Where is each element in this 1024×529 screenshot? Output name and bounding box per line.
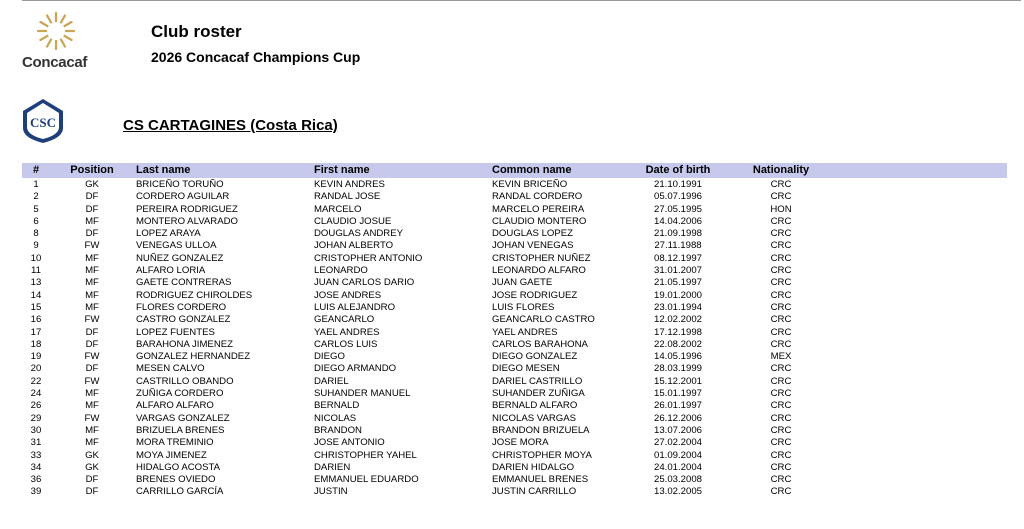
- cell-nationality: CRC: [770, 314, 792, 326]
- cell-position: MF: [85, 265, 99, 277]
- cell-common-name: KEVIN BRICEÑO: [492, 179, 568, 190]
- col-number: #: [32, 164, 40, 176]
- cell-last-name: CORDERO AGUILAR: [136, 191, 230, 203]
- cell-position: MF: [85, 277, 99, 289]
- cell-common-name: DIEGO GONZALEZ: [492, 351, 578, 363]
- cell-first-name: YAEL ANDRES: [314, 326, 380, 338]
- cell-nationality: CRC: [770, 228, 792, 240]
- cell-position: GK: [85, 461, 99, 473]
- cell-first-name: CLAUDIO JOSUE: [314, 215, 392, 227]
- cell-first-name: LUIS ALEJANDRO: [314, 301, 396, 313]
- cell-nationality: CRC: [770, 191, 792, 203]
- cell-common-name: MARCELO PEREIRA: [492, 203, 585, 215]
- table-row: [22, 474, 1007, 486]
- cell-number: 2: [33, 191, 39, 203]
- cell-common-name: CRISTOPHER NUÑEZ: [492, 252, 591, 264]
- cell-nationality: CRC: [770, 240, 792, 252]
- cell-common-name: CLAUDIO MONTERO: [492, 215, 587, 227]
- cell-common-name: CHRISTOPHER MOYA: [492, 449, 592, 461]
- cell-date-of-birth: 21.09.1998: [653, 228, 702, 240]
- cell-last-name: NUÑEZ GONZALEZ: [136, 252, 224, 264]
- cell-date-of-birth: 22.08.2002: [653, 338, 702, 350]
- cell-date-of-birth: 15.12.2001: [653, 375, 702, 387]
- cell-nationality: CRC: [770, 215, 792, 227]
- cell-first-name: SUHANDER MANUEL: [314, 388, 411, 400]
- concacaf-logo-icon: [34, 10, 78, 52]
- cell-last-name: MORA TREMINIO: [136, 437, 214, 449]
- cell-first-name: JOSE ANTONIO: [314, 437, 385, 449]
- competition-subtitle: 2026 Concacaf Champions Cup: [151, 49, 361, 65]
- cell-nationality: MEX: [770, 351, 792, 363]
- col-common-name: Common name: [492, 164, 572, 176]
- cell-position: DF: [85, 363, 99, 375]
- cell-first-name: EMMANUEL EDUARDO: [314, 474, 419, 486]
- club-crest-monogram: CSC: [29, 115, 57, 130]
- cell-common-name: SUHANDER ZUÑIGA: [492, 388, 585, 400]
- cell-position: MF: [85, 437, 99, 449]
- cell-number: 36: [30, 474, 42, 486]
- cell-common-name: RANDAL CORDERO: [492, 191, 583, 203]
- cell-first-name: JOSE ANDRES: [314, 289, 382, 301]
- table-row: [22, 363, 1007, 375]
- cell-nationality: CRC: [770, 424, 792, 436]
- cell-date-of-birth: 17.12.1998: [653, 326, 702, 338]
- cell-number: 9: [33, 240, 39, 252]
- cell-common-name: CARLOS BARAHONA: [492, 338, 588, 350]
- cell-common-name: JUAN GAETE: [492, 277, 553, 289]
- cell-position: MF: [85, 301, 99, 313]
- cell-number: 8: [33, 228, 39, 240]
- cell-last-name: ALFARO LORIA: [136, 265, 206, 277]
- cell-position: FW: [84, 240, 100, 252]
- cell-common-name: NICOLAS VARGAS: [492, 412, 577, 424]
- cell-common-name: EMMANUEL BRENES: [492, 474, 589, 486]
- cell-last-name: CASTRILLO OBANDO: [136, 375, 234, 387]
- cell-nationality: CRC: [770, 486, 792, 498]
- table-row: [22, 265, 1007, 277]
- cell-last-name: MESEN CALVO: [136, 363, 205, 375]
- cell-date-of-birth: 13.02.2005: [653, 486, 702, 498]
- cell-date-of-birth: 23.01.1994: [653, 301, 702, 313]
- table-row: [22, 314, 1007, 326]
- cell-number: 14: [30, 289, 42, 301]
- table-row: [22, 179, 1007, 191]
- col-first-name: First name: [314, 164, 370, 176]
- cell-number: 1: [33, 179, 39, 190]
- cell-last-name: FLORES CORDERO: [136, 301, 227, 313]
- cell-nationality: CRC: [770, 449, 792, 461]
- cell-number: 13: [30, 277, 42, 289]
- cell-first-name: LEONARDO: [314, 265, 368, 277]
- cell-first-name: CRISTOPHER ANTONIO: [314, 252, 423, 264]
- cell-date-of-birth: 12.02.2002: [653, 314, 702, 326]
- cell-position: GK: [85, 179, 99, 190]
- cell-position: DF: [85, 474, 99, 486]
- cell-number: 39: [30, 486, 42, 498]
- table-row: [22, 277, 1007, 289]
- cell-nationality: CRC: [770, 301, 792, 313]
- table-row: [22, 437, 1007, 449]
- cell-position: MF: [85, 289, 99, 301]
- cell-last-name: BRIZUELA BRENES: [136, 424, 225, 436]
- concacaf-wordmark: Concacaf: [22, 54, 88, 71]
- cell-first-name: RANDAL JOSE: [314, 191, 381, 203]
- cell-date-of-birth: 26.01.1997: [653, 400, 702, 412]
- cell-position: MF: [85, 424, 99, 436]
- col-nationality: Nationality: [752, 164, 810, 176]
- cell-first-name: DIEGO ARMANDO: [314, 363, 397, 375]
- cell-date-of-birth: 24.01.2004: [653, 461, 702, 473]
- concacaf-logo: [18, 8, 94, 72]
- cell-number: 22: [30, 375, 42, 387]
- cell-common-name: JOSE RODRIGUEZ: [492, 289, 578, 301]
- cell-nationality: HON: [770, 203, 792, 215]
- cell-first-name: BERNALD: [314, 400, 360, 412]
- cell-last-name: RODRIGUEZ CHIROLDES: [136, 289, 253, 301]
- roster-table: [22, 179, 1007, 499]
- cell-number: 34: [30, 461, 42, 473]
- cell-date-of-birth: 31.01.2007: [653, 265, 702, 277]
- cell-first-name: JUAN CARLOS DARIO: [314, 277, 415, 289]
- cell-nationality: CRC: [770, 461, 792, 473]
- cell-common-name: DOUGLAS LOPEZ: [492, 228, 574, 240]
- cell-nationality: CRC: [770, 363, 792, 375]
- table-row: [22, 413, 1007, 425]
- table-row: [22, 327, 1007, 339]
- cell-last-name: HIDALGO ACOSTA: [136, 461, 221, 473]
- cell-nationality: CRC: [770, 400, 792, 412]
- cell-date-of-birth: 28.03.1999: [653, 363, 702, 375]
- cell-last-name: PEREIRA RODRIGUEZ: [136, 203, 238, 215]
- table-row: [22, 253, 1007, 265]
- col-last-name: Last name: [136, 164, 191, 176]
- cell-common-name: LUIS FLORES: [492, 301, 555, 313]
- cell-last-name: CASTRO GONZALEZ: [136, 314, 231, 326]
- cell-nationality: CRC: [770, 388, 792, 400]
- cell-last-name: LOPEZ FUENTES: [136, 326, 215, 338]
- table-row: [22, 339, 1007, 351]
- cell-first-name: DARIEL: [314, 375, 349, 387]
- cell-last-name: BRENES OVIEDO: [136, 474, 216, 486]
- cell-nationality: CRC: [770, 437, 792, 449]
- cell-number: 19: [30, 351, 42, 363]
- cell-number: 20: [30, 363, 42, 375]
- cell-nationality: CRC: [770, 474, 792, 486]
- cell-date-of-birth: 27.02.2004: [653, 437, 702, 449]
- cell-first-name: JOHAN ALBERTO: [314, 240, 394, 252]
- cell-last-name: MONTERO ALVARADO: [136, 215, 238, 227]
- cell-first-name: DIEGO: [314, 351, 345, 363]
- col-position: Position: [70, 164, 114, 176]
- cell-common-name: BERNALD ALFARO: [492, 400, 578, 412]
- cell-date-of-birth: 14.04.2006: [653, 215, 702, 227]
- cell-position: DF: [85, 326, 99, 338]
- cell-last-name: BRICEÑO TORUÑO: [136, 179, 224, 190]
- table-row: [22, 425, 1007, 437]
- cell-date-of-birth: 15.01.1997: [653, 388, 702, 400]
- cell-date-of-birth: 14.05.1996: [653, 351, 702, 363]
- cell-common-name: LEONARDO ALFARO: [492, 265, 586, 277]
- cell-position: FW: [84, 351, 100, 363]
- cell-common-name: YAEL ANDRES: [492, 326, 558, 338]
- cell-last-name: LOPEZ ARAYA: [136, 228, 201, 240]
- cell-date-of-birth: 19.01.2000: [653, 289, 702, 301]
- cell-nationality: CRC: [770, 412, 792, 424]
- cell-first-name: NICOLAS: [314, 412, 357, 424]
- club-crest-icon: [21, 98, 65, 144]
- cell-position: FW: [84, 314, 100, 326]
- cell-date-of-birth: 26.12.2006: [653, 412, 702, 424]
- cell-number: 17: [30, 326, 42, 338]
- cell-nationality: CRC: [770, 277, 792, 289]
- cell-position: MF: [85, 215, 99, 227]
- cell-number: 24: [30, 388, 42, 400]
- table-row: [22, 400, 1007, 412]
- cell-common-name: GEANCARLO CASTRO: [492, 314, 595, 326]
- cell-date-of-birth: 25.03.2008: [653, 474, 702, 486]
- cell-first-name: CHRISTOPHER YAHEL: [314, 449, 417, 461]
- cell-common-name: DARIEN HIDALGO: [492, 461, 575, 473]
- table-row: [22, 228, 1007, 240]
- cell-last-name: GAETE CONTRERAS: [136, 277, 232, 289]
- cell-nationality: CRC: [770, 252, 792, 264]
- cell-position: MF: [85, 388, 99, 400]
- cell-last-name: GONZALEZ HERNANDEZ: [136, 351, 251, 363]
- cell-date-of-birth: 13.07.2006: [653, 424, 702, 436]
- col-date-of-birth: Date of birth: [645, 164, 711, 176]
- cell-number: 30: [30, 424, 42, 436]
- cell-last-name: CARRILLO GARCÍA: [136, 486, 224, 498]
- cell-position: FW: [84, 412, 100, 424]
- page-title: Club roster: [151, 22, 242, 41]
- table-row: [22, 450, 1007, 462]
- cell-last-name: ZUÑIGA CORDERO: [136, 388, 224, 400]
- cell-number: 16: [30, 314, 42, 326]
- table-row: [22, 204, 1007, 216]
- table-row: [22, 240, 1007, 252]
- cell-number: 6: [33, 215, 39, 227]
- cell-common-name: JOHAN VENEGAS: [492, 240, 574, 252]
- cell-last-name: VENEGAS ULLOA: [136, 240, 217, 252]
- cell-first-name: KEVIN ANDRES: [314, 179, 385, 190]
- cell-common-name: JOSE MORA: [492, 437, 549, 449]
- table-row: [22, 290, 1007, 302]
- cell-first-name: JUSTIN: [314, 486, 348, 498]
- cell-position: FW: [84, 375, 100, 387]
- cell-date-of-birth: 08.12.1997: [653, 252, 702, 264]
- top-rule: [22, 0, 1021, 1]
- cell-nationality: CRC: [770, 326, 792, 338]
- cell-date-of-birth: 05.07.1996: [653, 191, 702, 203]
- cell-first-name: BRANDON: [314, 424, 362, 436]
- cell-number: 18: [30, 338, 42, 350]
- cell-date-of-birth: 27.05.1995: [653, 203, 702, 215]
- cell-number: 5: [33, 203, 39, 215]
- cell-nationality: CRC: [770, 179, 792, 190]
- cell-position: MF: [85, 400, 99, 412]
- cell-common-name: DARIEL CASTRILLO: [492, 375, 583, 387]
- club-crest: [21, 98, 65, 149]
- cell-common-name: JUSTIN CARRILLO: [492, 486, 577, 498]
- cell-number: 33: [30, 449, 42, 461]
- cell-last-name: ALFARO ALFARO: [136, 400, 214, 412]
- cell-number: 11: [31, 265, 41, 277]
- table-row: [22, 351, 1007, 363]
- cell-common-name: DIEGO MESEN: [492, 363, 560, 375]
- cell-date-of-birth: 01.09.2004: [653, 449, 702, 461]
- cell-last-name: BARAHONA JIMENEZ: [136, 338, 234, 350]
- cell-position: DF: [85, 203, 99, 215]
- table-row: [22, 376, 1007, 388]
- cell-nationality: CRC: [770, 289, 792, 301]
- cell-position: DF: [85, 191, 99, 203]
- cell-number: 29: [30, 412, 42, 424]
- club-name: CS CARTAGINES (Costa Rica): [123, 117, 338, 134]
- cell-first-name: GEANCARLO: [314, 314, 375, 326]
- cell-position: GK: [85, 449, 99, 461]
- table-row: [22, 302, 1007, 314]
- cell-last-name: VARGAS GONZALEZ: [136, 412, 230, 424]
- table-row: [22, 216, 1007, 228]
- cell-last-name: MOYA JIMENEZ: [136, 449, 207, 461]
- cell-nationality: CRC: [770, 375, 792, 387]
- cell-first-name: MARCELO: [314, 203, 362, 215]
- cell-date-of-birth: 21.10.1991: [653, 179, 702, 190]
- table-row: [22, 388, 1007, 400]
- table-row: [22, 462, 1007, 474]
- cell-common-name: BRANDON BRIZUELA: [492, 424, 590, 436]
- table-row: [22, 191, 1007, 203]
- cell-position: MF: [85, 252, 99, 264]
- cell-number: 31: [30, 437, 42, 449]
- cell-position: DF: [85, 486, 99, 498]
- cell-position: DF: [85, 338, 99, 350]
- cell-nationality: CRC: [770, 265, 792, 277]
- cell-number: 10: [30, 252, 42, 264]
- cell-number: 15: [30, 301, 42, 313]
- cell-nationality: CRC: [770, 338, 792, 350]
- cell-number: 26: [30, 400, 42, 412]
- table-header: [22, 163, 1007, 178]
- cell-date-of-birth: 21.05.1997: [653, 277, 702, 289]
- cell-first-name: DOUGLAS ANDREY: [314, 228, 404, 240]
- table-row: [22, 486, 1007, 498]
- cell-first-name: DARIEN: [314, 461, 351, 473]
- cell-date-of-birth: 27.11.1988: [654, 240, 702, 252]
- cell-first-name: CARLOS LUIS: [314, 338, 378, 350]
- cell-position: DF: [85, 228, 99, 240]
